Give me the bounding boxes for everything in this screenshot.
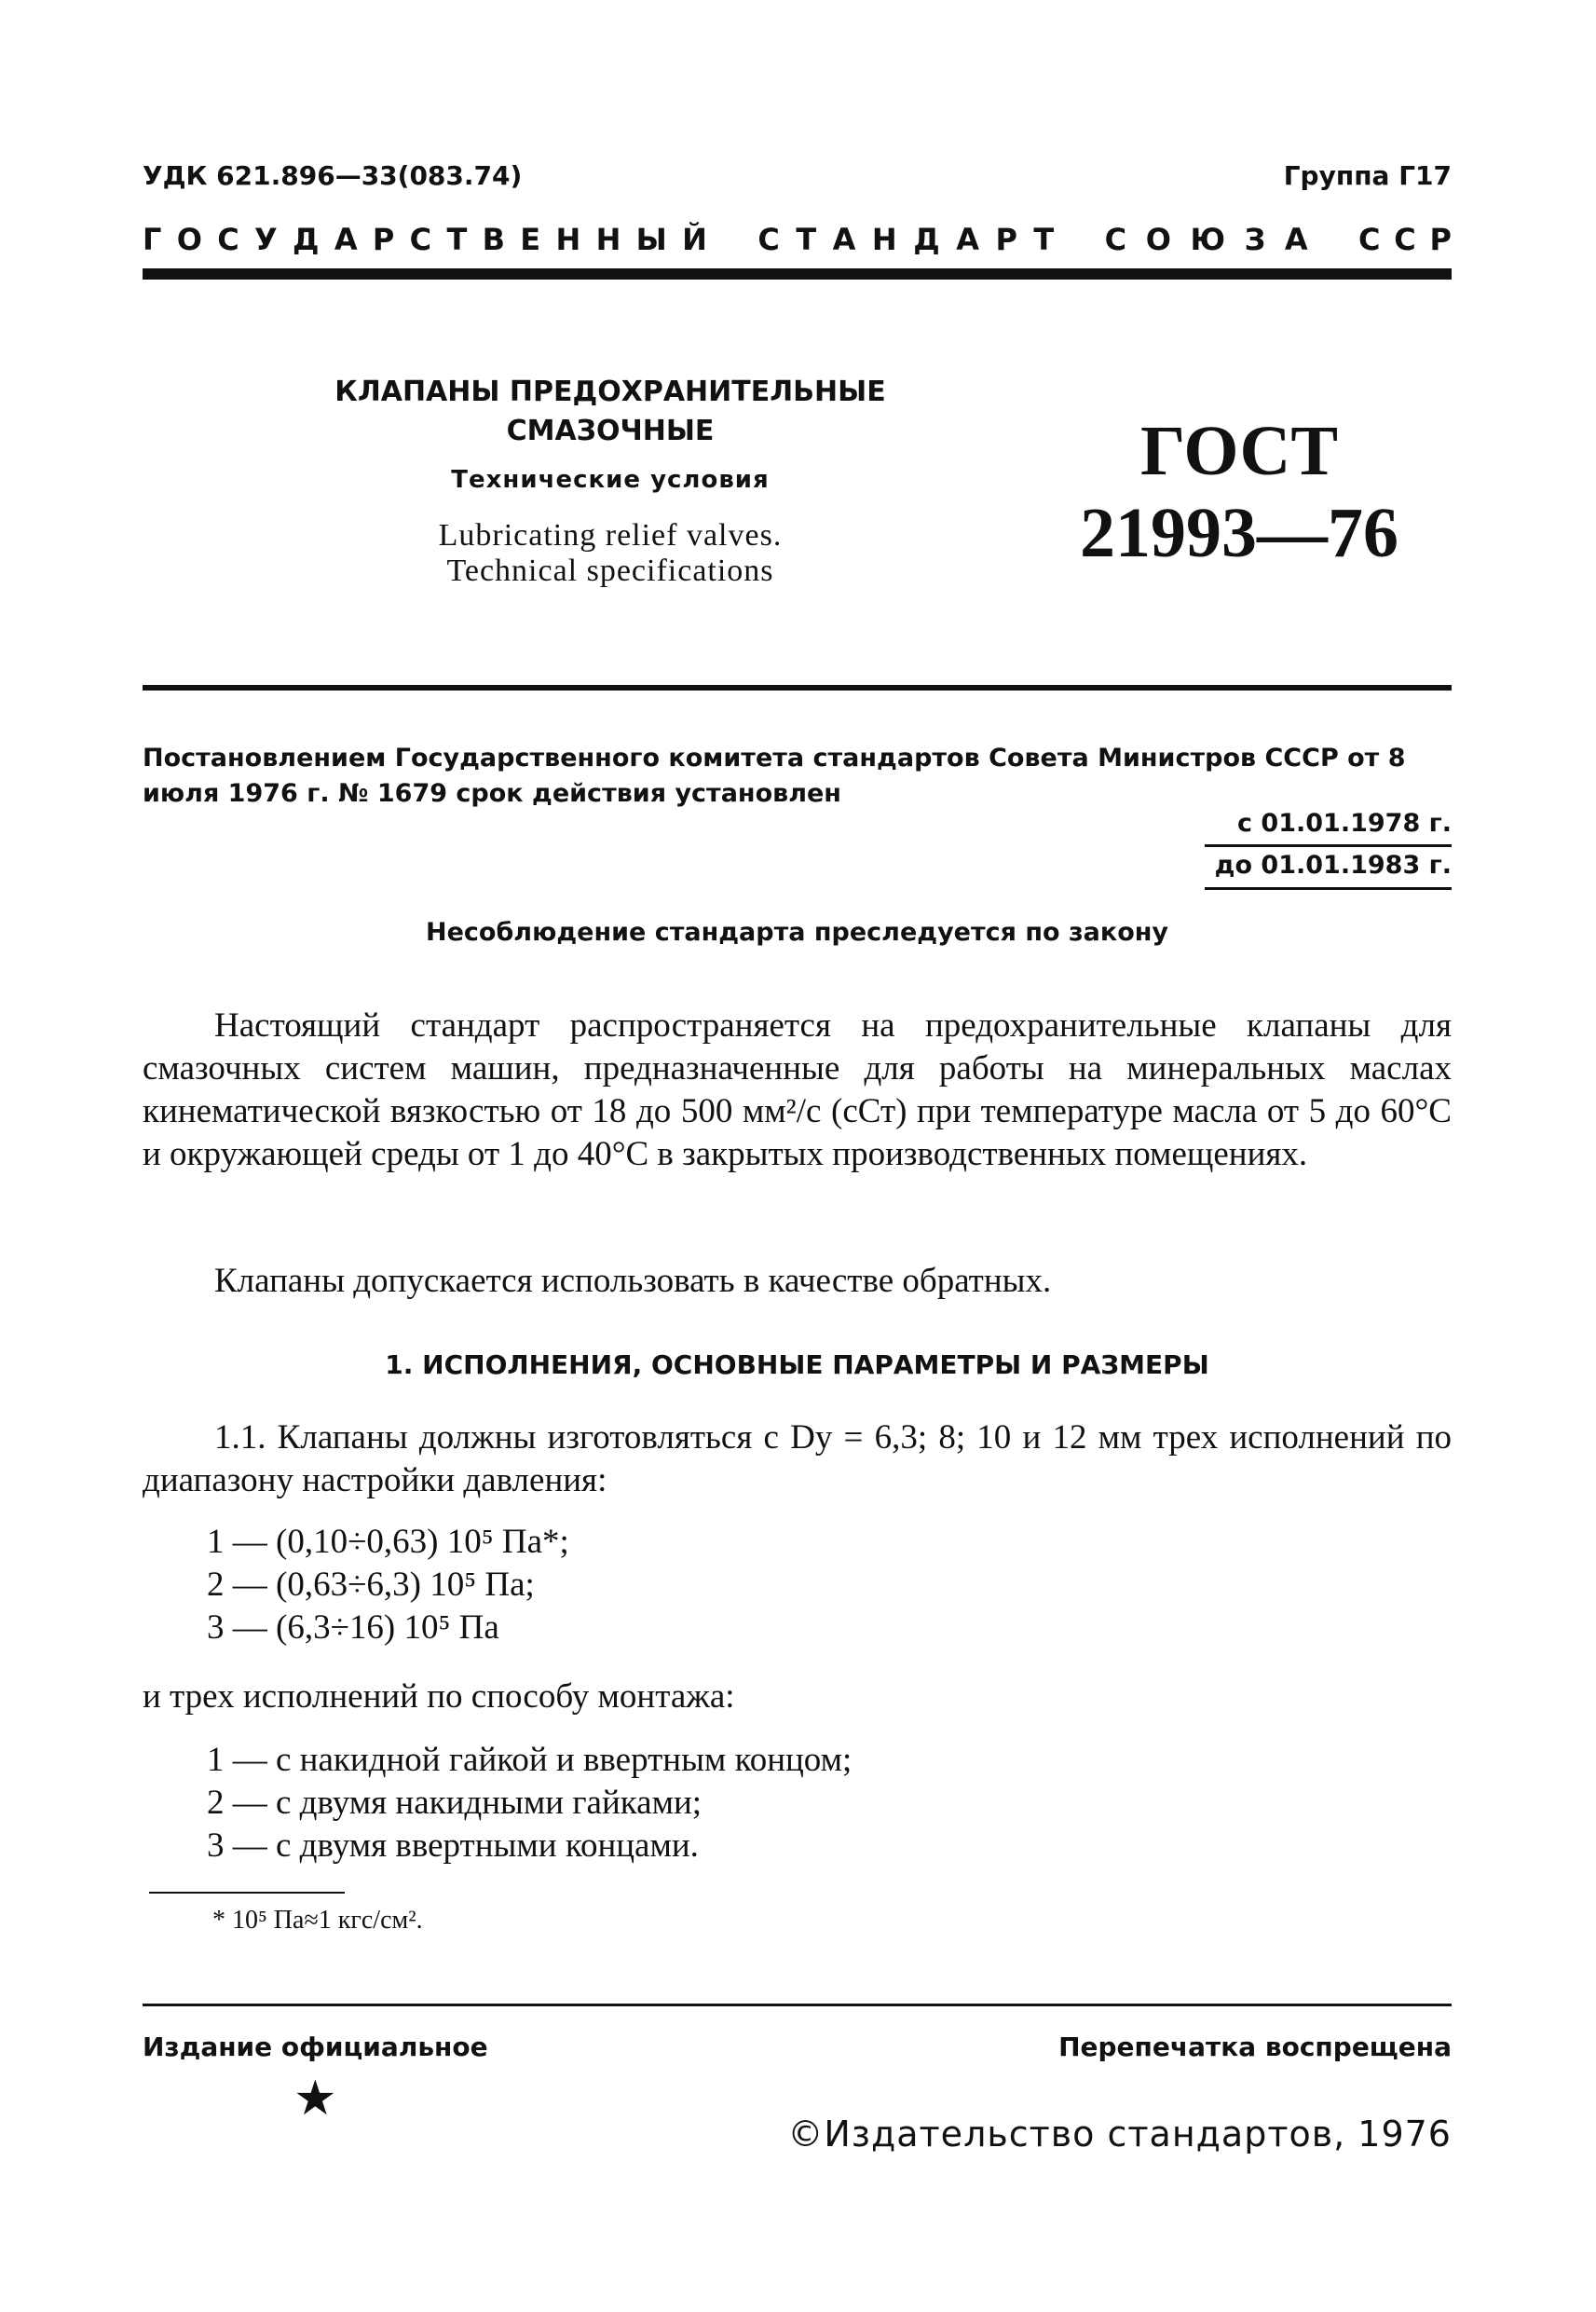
banner-letter: О [176, 222, 202, 257]
banner-letter: В [482, 222, 505, 257]
banner-letter: Ю [1190, 222, 1226, 257]
title-en-line1: Lubricating relief valves. [438, 518, 783, 553]
reverse-valve-paragraph: Клапаны допускается использовать в качестве обратных. [214, 1262, 1052, 1300]
group-code: Группа Г17 [1283, 160, 1452, 191]
banner-letter: Т [796, 222, 817, 257]
banner-word-4 [1358, 222, 1452, 257]
mounting-intro: и трех исполнений по способу монтажа: [143, 1677, 735, 1716]
clause-1-1: 1.1. Клапаны должны изготовляться с Dу = 6,3; 8; 10 и 12 мм трех исполнений по диапазону настройки давления: [143, 1418, 1452, 1499]
title-rule [143, 685, 1452, 691]
official-edition: Издание официальное [143, 2032, 488, 2062]
header-rule [143, 268, 1452, 280]
banner-letter: З [1244, 222, 1266, 257]
valid-from: с 01.01.1978 г. [1237, 809, 1452, 838]
banner-letter: А [1284, 222, 1308, 257]
pressure-list [207, 1521, 1418, 1649]
star-icon: ★ [293, 2071, 337, 2127]
banner-letter: А [832, 222, 856, 257]
footnote: * 10⁵ Па≈1 кгс/см². [212, 1906, 423, 1935]
gost-designation [1053, 410, 1425, 574]
list-item: 2 — (0,63÷6,3) 10⁵ Па; [207, 1566, 535, 1604]
banner-letter: Н [871, 222, 897, 257]
footer-rule [143, 2004, 1452, 2006]
banner-letter: Г [143, 222, 162, 257]
title-ru-line1: КЛАПАНЫ ПРЕДОХРАНИТЕЛЬНЫЕ [334, 376, 886, 408]
udk-code: УДК 621.896—33(083.74) [143, 160, 523, 191]
banner-letter: С [757, 222, 780, 257]
banner-letter: А [956, 222, 979, 257]
standard-banner [143, 222, 1452, 257]
banner-letter: Й [682, 222, 707, 257]
banner-letter: Е [520, 222, 541, 257]
legal-warning: Несоблюдение стандарта преследуется по закону [425, 918, 1169, 947]
reprint-forbidden: Перепечатка воспрещена [1058, 2032, 1452, 2062]
banner-letter: Т [1033, 222, 1055, 257]
list-item: 1 — (0,10÷0,63) 10⁵ Па*; [207, 1523, 569, 1561]
copyright: ©Издательство стандартов, 1976 [787, 2114, 1452, 2155]
title-block [307, 373, 913, 589]
banner-word-1 [143, 222, 707, 257]
banner-letter: Т [446, 222, 468, 257]
gost-label: ГОСТ [1139, 412, 1339, 490]
mounting-list [207, 1739, 1418, 1867]
banner-letter: С [1357, 222, 1381, 257]
banner-letter: С [409, 222, 432, 257]
list-item: 2 — с двумя накидными гайками; [207, 1784, 703, 1822]
banner-letter: Д [293, 222, 320, 257]
banner-word-2 [757, 222, 1054, 257]
list-item: 3 — с двумя ввертными концами. [207, 1826, 699, 1865]
title-subtitle: Технические условия [451, 466, 770, 494]
section-heading: 1. ИСПОЛНЕНИЯ, ОСНОВНЫЕ ПАРАМЕТРЫ И РАЗМЕРЫ [385, 1349, 1209, 1380]
list-item: 3 — (6,3÷16) 10⁵ Па [207, 1608, 499, 1647]
title-ru-line2: СМАЗОЧНЫЕ [506, 415, 715, 447]
gost-number: 21993—76 [1080, 494, 1398, 572]
banner-letter: Р [1429, 222, 1452, 257]
banner-letter: С [1104, 222, 1127, 257]
valid-from-underline [1205, 844, 1452, 847]
valid-to-underline [1205, 887, 1452, 890]
list-item: 1 — с накидной гайкой и ввертным концом; [207, 1741, 853, 1779]
banner-letter: Ы [635, 222, 667, 257]
banner-letter: У [254, 222, 278, 257]
decree-text: Постановлением Государственного комитета стандартов Совета Министров СССР от 8 июля 1976 г. № 1679 срок действия установлен [143, 744, 1406, 808]
banner-word-3 [1105, 222, 1308, 257]
banner-letter: О [1145, 222, 1171, 257]
footnote-rule [149, 1892, 345, 1894]
banner-letter: С [217, 222, 239, 257]
banner-letter: Н [595, 222, 621, 257]
title-en-line2: Technical specifications [446, 554, 774, 588]
valid-to: до 01.01.1983 г. [1214, 851, 1452, 880]
banner-letter: Р [995, 222, 1017, 257]
banner-letter: Р [372, 222, 395, 257]
banner-letter: А [334, 222, 358, 257]
banner-letter: Д [913, 222, 940, 257]
intro-paragraph: Настоящий стандарт распространяется на предохранительные клапаны для смазочных систем машин, предназначенные для работы на минеральных маслах кинематической вязкостью от 18 до 500 мм²/с (сСт) при температуре масла от 5 до 60°С и окружающей среды от 1 до 40°С в закрытых производственных помещениях. [143, 1006, 1452, 1173]
banner-letter: Н [555, 222, 581, 257]
banner-letter: С [1394, 222, 1416, 257]
